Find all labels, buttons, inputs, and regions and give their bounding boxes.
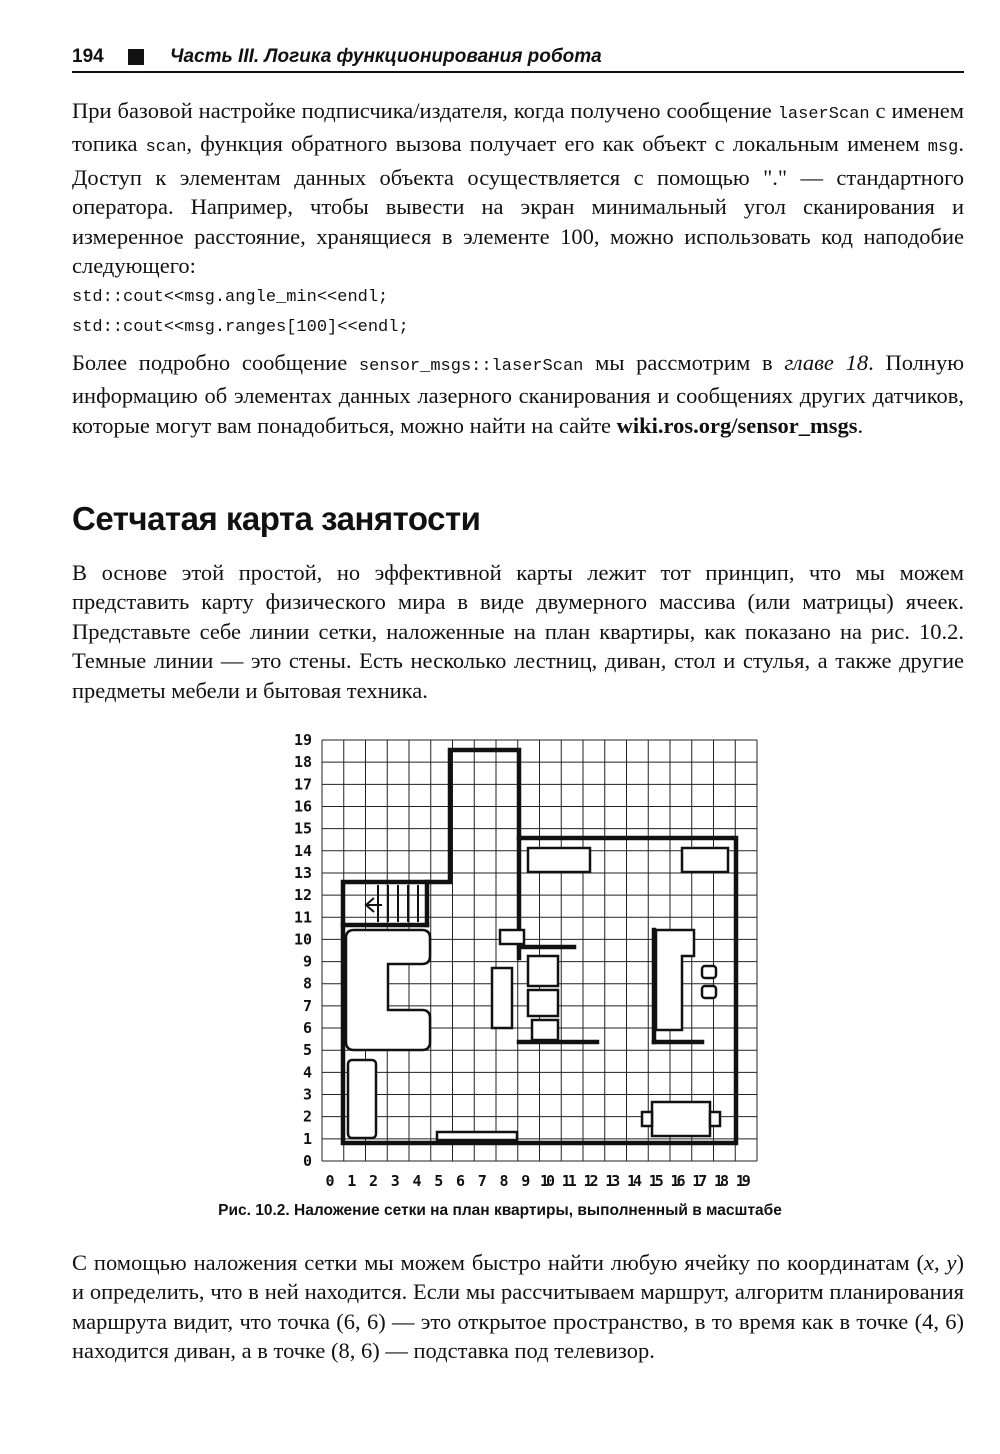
stove-burner-1: [702, 966, 716, 978]
para2-text-2: мы рассмотрим в: [583, 350, 785, 375]
sofa: [346, 930, 430, 1050]
y-tick-label: 5: [302, 1041, 312, 1060]
y-tick-label: 19: [293, 731, 312, 749]
y-tick-label: 15: [293, 819, 312, 838]
x-tick-label: 5: [434, 1172, 444, 1190]
x-tick-label: 16: [670, 1172, 686, 1190]
code-line-1: std::cout<<msg.angle_min<<endl;: [72, 288, 389, 307]
y-tick-label: 3: [302, 1085, 312, 1104]
x-tick-label: 0: [325, 1172, 335, 1190]
para4-text-2: ) и определить, что в ней находится. Если мы рассчитываем маршрут, алгоритм планирования маршрута видит, что точка (6, 6) — это открытое пространство, в то время как в точке (4, 6) находится диван, а в точке (8, 6) — подставка под телевизор.: [72, 1250, 965, 1364]
x-tick-label: 19: [735, 1172, 751, 1190]
para4-text-1: С помощью наложения сетки мы можем быстро найти любую ячейку по координатам (: [72, 1250, 924, 1275]
code-laserscan: laserScan: [777, 105, 870, 124]
para2-text-3: . Полную информацию об элементах данных лазерного сканирования и сообщениях других датчиков, которые могут вам понадобиться, можно найти на сайте: [72, 350, 965, 438]
y-tick-label: 7: [302, 996, 312, 1015]
code-sensor-msgs: sensor_msgs::laserScan: [358, 357, 584, 376]
x-tick-label: 9: [521, 1172, 531, 1190]
chair-right: [710, 1112, 720, 1126]
appliance-top-right: [682, 848, 728, 872]
chapter-title: Часть III. Логика функционирования робота: [170, 46, 602, 67]
shelf-top: [528, 848, 590, 872]
small-box: [500, 930, 524, 944]
stairs: [366, 885, 418, 922]
x-tick-label: 7: [477, 1172, 487, 1190]
y-tick-label: 2: [302, 1107, 312, 1126]
y-tick-label: 6: [302, 1019, 312, 1038]
x-tick-label: 6: [455, 1172, 466, 1190]
para1-text-1: При базовой настройке подписчика/издателя, когда получено сообщение: [72, 98, 778, 123]
x-tick-label: 12: [583, 1172, 599, 1190]
wiki-link[interactable]: wiki.ros.org/sensor_msgs: [616, 412, 858, 438]
paragraph-sensor-msgs: [72, 348, 964, 440]
page-number: 194: [72, 46, 104, 67]
section-heading: Сетчатая карта занятости: [72, 500, 481, 537]
x-tick-label: 10: [540, 1172, 555, 1190]
header-square-icon: [128, 49, 144, 65]
para1-text-4: . Доступ к элементам данных объекта осуществляется с помощью "." — стандартного оператора. Например, чтобы вывести на экран минимальный угол сканирования и измеренное расстояние, хранящиеся в элементе 100, можно использовать код наподобие следующего:: [72, 131, 964, 279]
para1-text-2: с именем топика: [72, 98, 964, 157]
para4-comma: ,: [933, 1250, 947, 1275]
y-tick-label: 14: [293, 841, 312, 860]
code-msg: msg: [927, 138, 959, 158]
var-y: y: [946, 1250, 957, 1275]
y-axis-labels: [294, 731, 312, 1170]
y-tick-label: 0: [302, 1152, 312, 1170]
code-scan: scan: [145, 138, 187, 158]
y-tick-label: 8: [302, 974, 312, 993]
paragraph-grid-intro: В основе этой простой, но эффективной карты лежит тот принцип, что мы можем представить карту физического мира в виде двумерного массива (или матрицы) ячеек. Представьте себе линии сетки, наложенные на план квартиры, как показано на рис. 10.2. Темные линии — это стены. Есть несколько лестниц, диван, стол и стулья, а также другие предметы мебели и бытовая техника.: [72, 560, 964, 703]
kitchen-counter: [656, 930, 694, 1030]
y-tick-label: 4: [302, 1063, 312, 1082]
x-tick-label: 15: [648, 1172, 664, 1190]
y-tick-label: 11: [293, 908, 312, 927]
tv-block-2: [528, 990, 558, 1016]
floor-plan-grid-figure: [282, 730, 762, 1196]
y-tick-label: 13: [293, 863, 312, 882]
tv-stand: [492, 968, 512, 1028]
x-tick-label: 13: [605, 1172, 621, 1190]
header-rule: [72, 71, 964, 73]
furniture: [346, 848, 728, 1140]
x-tick-label: 1: [347, 1172, 357, 1190]
chapter-reference: главе 18: [784, 350, 869, 375]
cabinet-left: [348, 1060, 376, 1138]
y-tick-label: 12: [293, 886, 312, 905]
code-listing: [72, 283, 409, 343]
x-tick-label: 18: [714, 1172, 729, 1190]
figure-caption: Рис. 10.2. Наложение сетки на план квартиры, выполненный в масштабе: [218, 1202, 782, 1219]
stove-burner-2: [702, 986, 716, 998]
x-tick-label: 2: [368, 1172, 379, 1190]
code-line-2: std::cout<<msg.ranges[100]<<endl;: [72, 318, 409, 337]
x-tick-label: 3: [390, 1172, 400, 1190]
paragraph-coordinates: [72, 1248, 964, 1366]
x-tick-label: 8: [499, 1172, 509, 1190]
x-axis-labels: [325, 1172, 750, 1190]
y-tick-label: 10: [293, 930, 312, 949]
y-tick-label: 9: [302, 952, 312, 971]
x-tick-label: 14: [627, 1172, 642, 1190]
y-tick-label: 16: [293, 797, 312, 816]
paragraph-subscriber: [72, 96, 964, 280]
running-header: [72, 46, 964, 72]
var-x: x: [923, 1250, 934, 1275]
para1-text-3: , функция обратного вызова получает его как объект с локальным именем: [186, 131, 928, 157]
mat: [437, 1132, 517, 1140]
y-tick-label: 17: [293, 775, 312, 794]
y-tick-label: 18: [293, 753, 312, 772]
y-tick-label: 1: [302, 1129, 312, 1148]
x-tick-label: 11: [561, 1172, 577, 1190]
para2-text-1: Более подробно сообщение: [72, 350, 359, 375]
table: [652, 1102, 710, 1136]
chair-left: [642, 1112, 652, 1126]
x-tick-label: 17: [692, 1172, 708, 1190]
tv-block-3: [532, 1020, 558, 1040]
para2-text-4: .: [857, 412, 864, 438]
tv-block-1: [528, 956, 558, 986]
x-tick-label: 4: [412, 1172, 422, 1190]
